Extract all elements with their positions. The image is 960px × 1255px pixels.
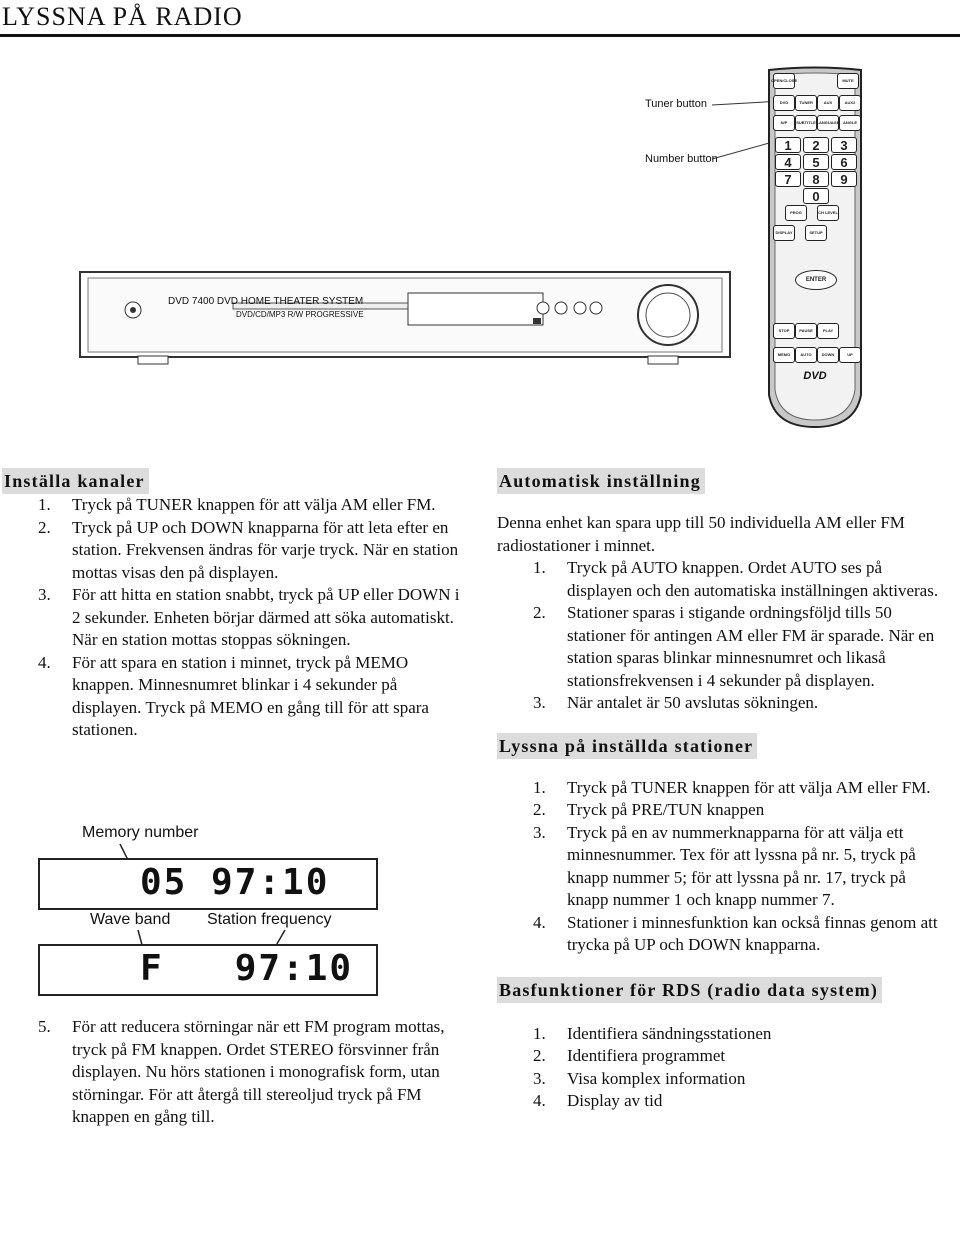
heading-automatisk: Automatisk inställning [497,468,705,494]
tuner-button-label: Tuner button [645,98,707,110]
list-item: 4. Display av tid [533,1091,663,1110]
remote-key-display[interactable]: DISPLAY [773,225,795,241]
remote-number-key-4[interactable]: 4 [775,154,801,170]
remote-key-memo[interactable]: MEMO [773,347,795,363]
remote-key-language[interactable]: LANGUAGE [817,115,839,131]
remote-number-key-2[interactable]: 2 [803,137,829,153]
lcd-display-frequency [38,944,378,996]
left-item-5 [2,1016,462,1129]
rds-list [497,1023,947,1113]
remote-number-key-7[interactable]: 7 [775,171,801,187]
remote-number-key-8[interactable]: 8 [803,171,829,187]
left-list [2,494,462,742]
page-title: LYSSNA PÅ RADIO [2,2,243,31]
remote-key-prog[interactable]: PROG [785,205,807,221]
remote-key-open-close[interactable]: OPEN/CLOSE [773,73,795,89]
remote-number-key-0[interactable]: 0 [803,188,829,204]
remote-key-enter[interactable]: ENTER [795,270,837,290]
list-item: 5. För att reducera störningar när ett FM program mottas, tryck på FM knappen. Ordet STEREO försvinner från displayen. Nu hörs stationen i monografisk form, utan störningar. För att återgå till stereoljud tryck på FM knappen en gång till. [38,1017,445,1126]
remote-key-ch-level[interactable]: CH LEVEL [817,205,839,221]
remote-number-key-1[interactable]: 1 [775,137,801,153]
list-item: 3. Tryck på en av nummerknapparna för att välja ett minnesnummer. Tex för att lyssna på nr. 5, tryck på knapp nummer 5; för att lyssna på nr. 17, tryck på knapp nummer 1 och knapp nummer 7. [533,822,916,909]
remote-key-aux[interactable]: AUX [817,95,839,111]
heading-rds: Basfunktioner för RDS (radio data system) [497,977,882,1003]
player-model-text: DVD 7400 DVD HOME THEATER SYSTEM [168,296,364,307]
list-item: 3. För att hitta en station snabbt, tryck på UP eller DOWN i 2 sekunder. Enheten börjar därmed att söka automatiskt. När en station mottas stoppas sökningen. [38,585,460,649]
remote-key-pause[interactable]: PAUSE [795,323,817,339]
remote-control [765,65,865,430]
list-item: 1. Tryck på AUTO knappen. Ordet AUTO ses på displayen och den automatiska inställningen aktiveras. [533,558,939,600]
dvd-logo: DVD [803,370,827,382]
list-item: 1. Identifiera sändningsstationen [533,1023,772,1043]
list-item: 4. För att spara en station i minnet, tryck på MEMO knappen. Minnesnumret blinkar i 4 sekunder på displayen. Tryck på MEMO en gång till för att spara stationen. [38,652,429,739]
lcd-readout-2: F 97:10 [140,948,354,989]
lcd-display-memory [38,858,378,910]
remote-key-dvd[interactable]: DVD [773,95,795,111]
memory-number-label: Memory number [82,824,199,841]
list-item: 2. Identifiera programmet [533,1046,726,1065]
remote-number-key-9[interactable]: 9 [831,171,857,187]
wave-band-label: Wave band [90,911,171,928]
remote-key-stop[interactable]: STOP [773,323,795,339]
remote-key-down[interactable]: DOWN [817,347,839,363]
list-item: 1. Tryck på TUNER knappen för att välja AM eller FM. [533,777,931,797]
remote-key-subtitle[interactable]: SUBTITLE [795,115,817,131]
number-button-label: Number button [645,153,718,165]
remote-number-key-6[interactable]: 6 [831,154,857,170]
remote-key-mute[interactable]: MUTE [837,73,859,89]
remote-number-key-5[interactable]: 5 [803,154,829,170]
remote-key-auto[interactable]: AUTO [795,347,817,363]
listen-list [497,777,947,957]
list-item: 1. Tryck på TUNER knappen för att välja AM eller FM. [38,495,436,514]
list-item: 2. Tryck på PRE/TUN knappen [533,800,765,819]
remote-key-setup[interactable]: SETUP [805,225,827,241]
lcd-readout-1: 05 97:10 [140,862,330,903]
station-frequency-label: Station frequency [207,911,332,928]
list-item: 4. Stationer i minnesfunktion kan också finnas genom att trycka på UP och DOWN knapparna. [533,912,938,954]
dvd-player-illustration [78,270,738,370]
title-rule [0,34,960,37]
player-tray-text: DVD/CD/MP3 R/W PROGRESSIVE [236,310,364,319]
remote-number-key-3[interactable]: 3 [831,137,857,153]
heading-lyssna: Lyssna på inställda stationer [497,733,757,759]
auto-intro: Denna enhet kan spara upp till 50 individuella AM eller FM radiostationer i minnet. [497,513,905,555]
heading-installa-kanaler: Inställa kanaler [2,468,149,494]
remote-key-up[interactable]: UP [839,347,861,363]
right-column [497,468,947,1113]
remote-key-aux2[interactable]: AUX2 [839,95,861,111]
remote-key-angle[interactable]: ANGLE [839,115,861,131]
remote-key-n-p[interactable]: N/P [773,115,795,131]
list-item: 3. När antalet är 50 avslutas sökningen. [533,693,819,712]
list-item: 3. Visa komplex information [533,1068,746,1088]
list-item: 2. Stationer sparas i stigande ordningsföljd tills 50 stationer för antingen AM eller FM är sparade. När en station sparas blinkar minnesnumret och likaså stationsfrekvensen i 4 sekunder på displayen. [533,603,935,690]
auto-list [497,557,947,715]
remote-key-play[interactable]: PLAY [817,323,839,339]
left-column [2,468,462,742]
remote-key-tuner[interactable]: TUNER [795,95,817,111]
list-item: 2. Tryck på UP och DOWN knapparna för att leta efter en station. Frekvensen ändras för varje tryck. När en station mottas visas den på displayen. [38,517,459,582]
